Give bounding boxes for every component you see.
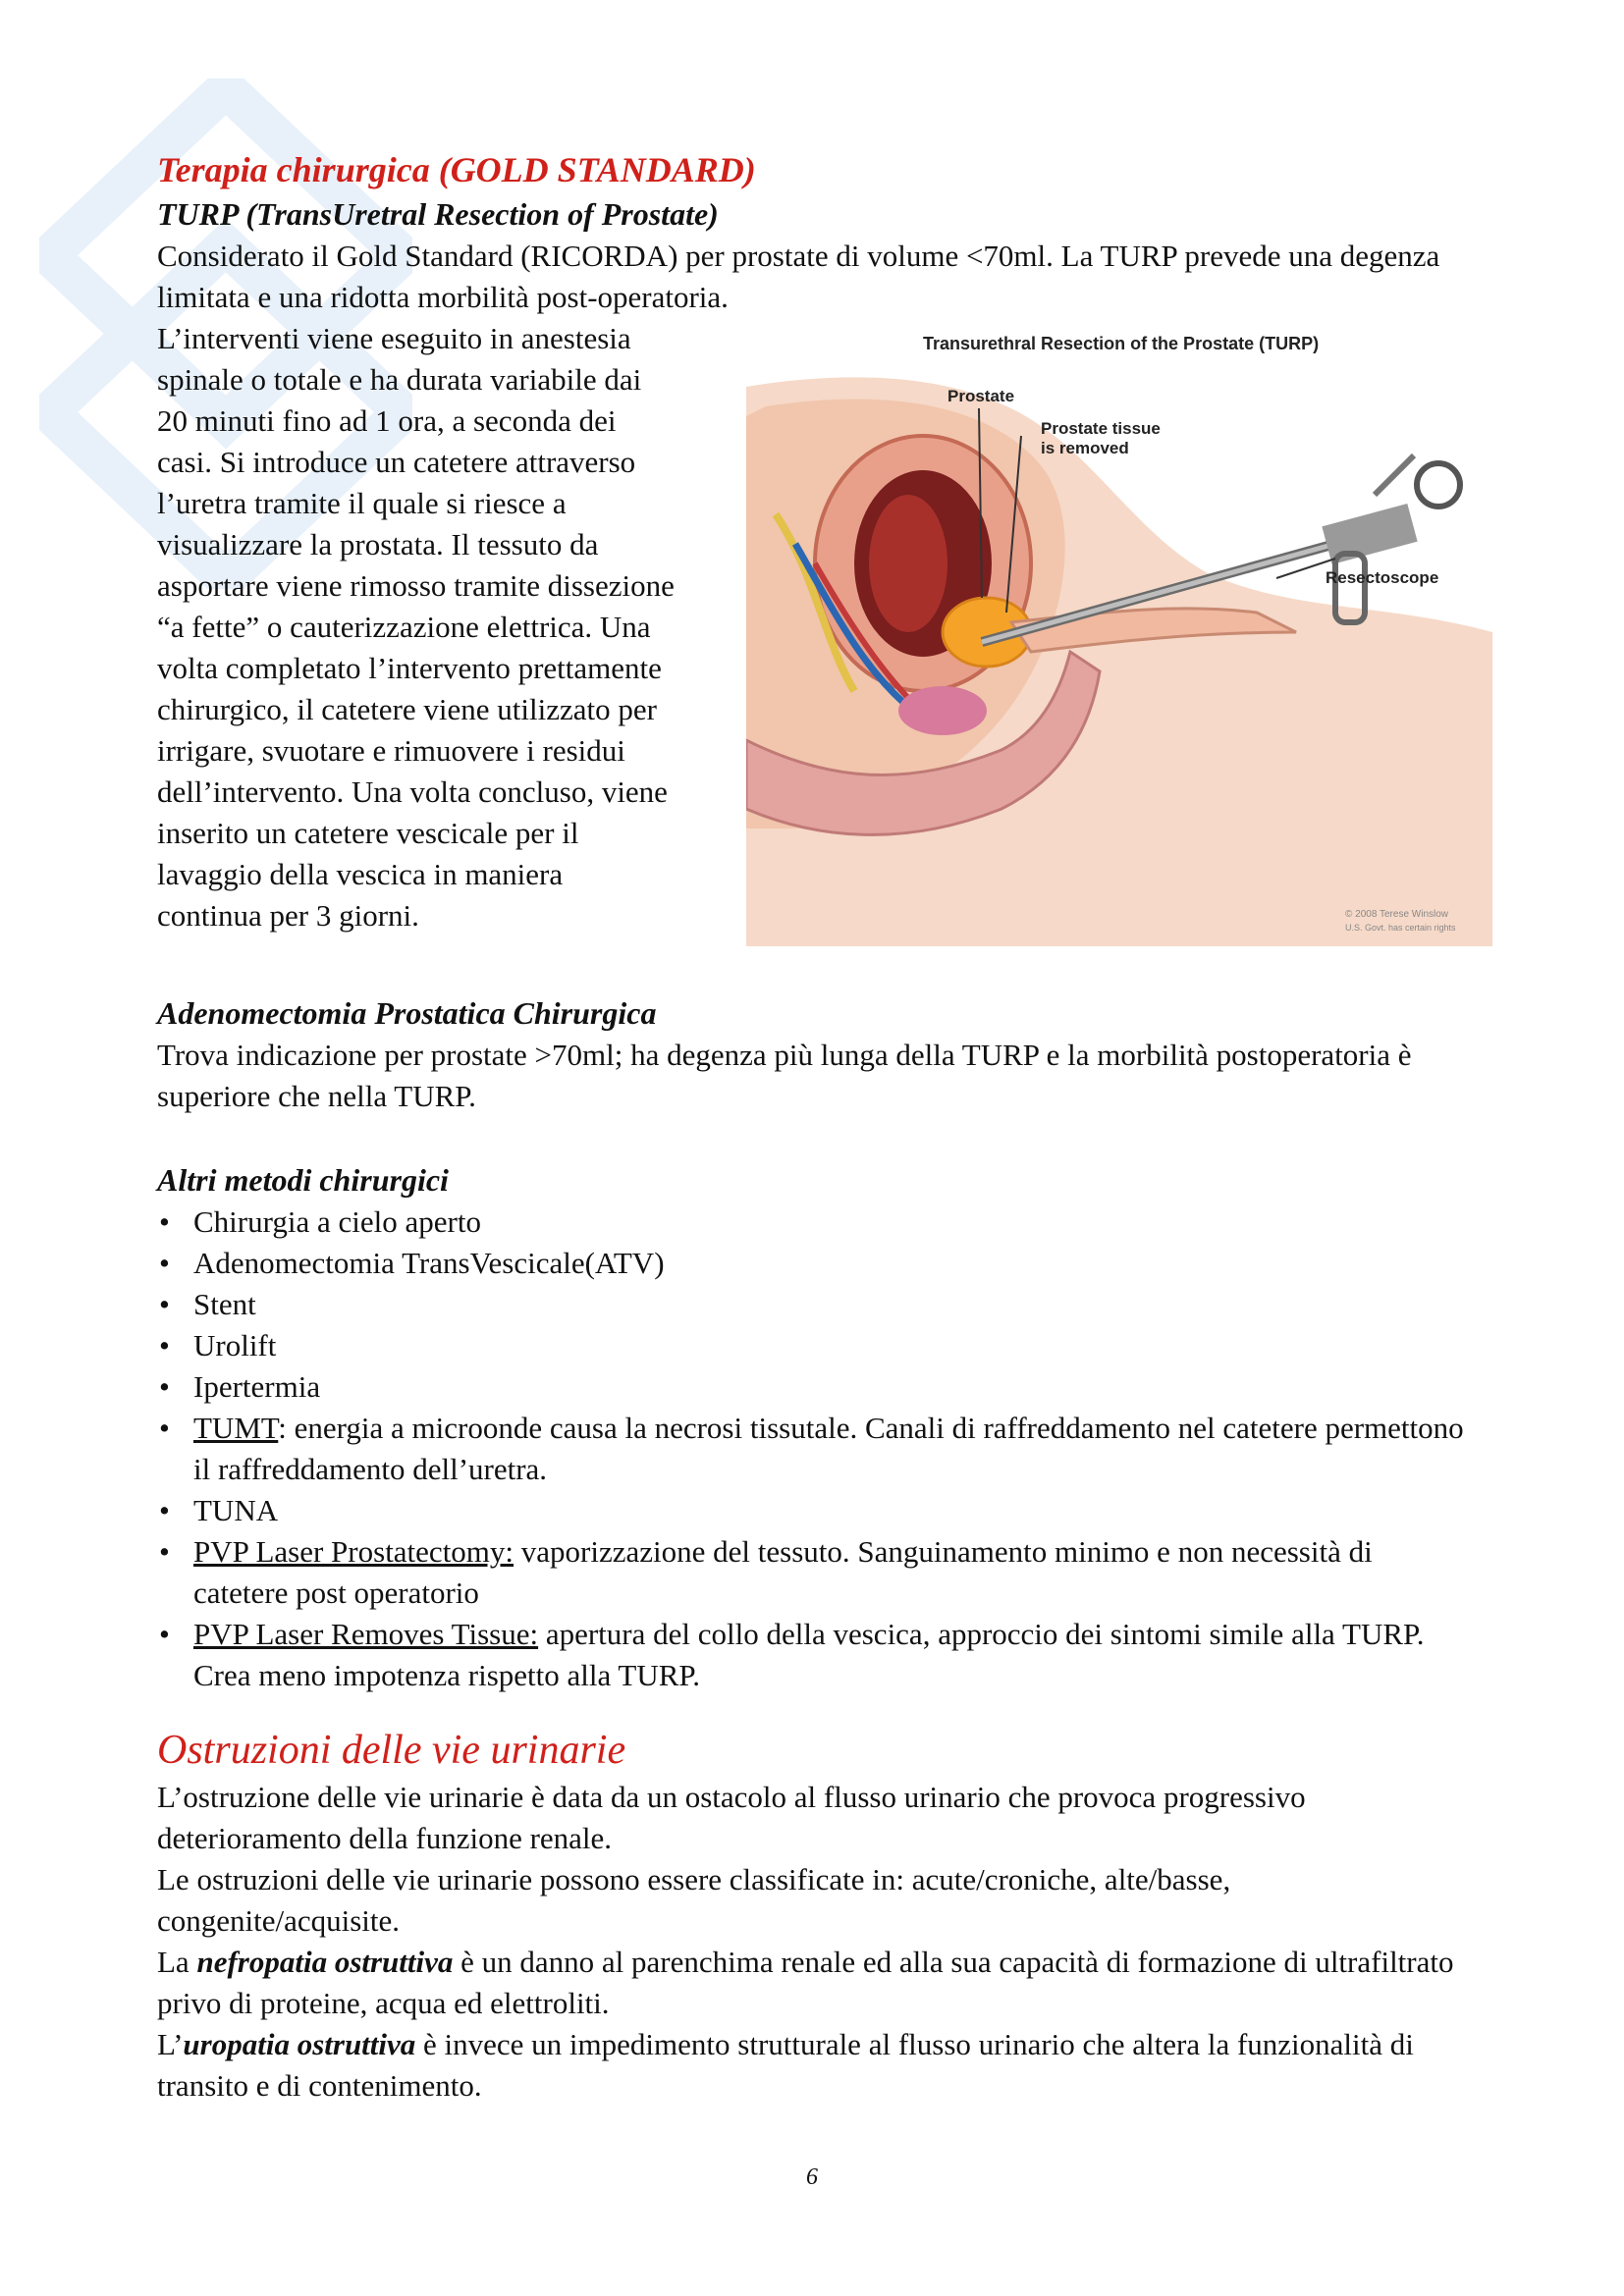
bullet-dot: • [159,1328,170,1362]
list-item-text: apertura del collo della vescica, approccio dei sintomi simile alla TURP. Crea meno impotenza rispetto alla TURP. [193,1617,1425,1692]
figure-copyright-1: © 2008 Terese Winslow [1345,909,1449,920]
turp-intro: Considerato il Gold Standard (RICORDA) per prostate di volume <70ml. La TURP prevede una degenza limitata e una ridotta morbilità post-operatoria. [157,239,1440,314]
list-item-term: PVP Laser Removes Tissue: [193,1617,539,1651]
list-item [157,1325,1473,1366]
list-item-text: : energia a microonde causa la necrosi tissutale. Canali di raffreddamento nel catetere permettono il raffreddamento dell’uretra. [193,1411,1464,1486]
figure-label-tissue-2: is removed [1041,439,1129,457]
turp-line: 20 minuti fino ad 1 ora, a seconda dei [157,403,617,438]
turp-illustration-svg [746,318,1492,946]
list-item [157,1408,1473,1490]
list-item-text: Ipertermia [193,1369,321,1404]
list-item-text: Urolift [193,1328,277,1362]
term-uropatia-ostruttiva: uropatia ostruttiva [183,2027,416,2061]
p4-rest: è invece un impedimento strutturale al flusso urinario che altera la funzionalità di transito e di contenimento. [157,2027,1414,2103]
turp-line: volta completato l’intervento prettamente [157,651,662,685]
p4-lead: L’ [157,2027,184,2061]
adenomectomia-body: Trova indicazione per prostate >70ml; ha degenza più lunga della TURP e la morbilità postoperatoria è superiore che nella TURP. [157,1038,1412,1113]
figure-label-tissue-1: Prostate tissue [1041,419,1161,438]
list-item-text: Stent [193,1287,256,1321]
bullet-dot: • [159,1204,170,1239]
turp-line: inserito un catetere vescicale per il [157,816,579,850]
bullet-dot: • [159,1287,170,1321]
turp-line: asportare viene rimosso tramite dissezione [157,568,675,603]
list-item-text: TUNA [193,1493,279,1527]
p3-rest: è un danno al parenchima renale ed alla sua capacità di formazione di ultrafiltrato privo di proteine, acqua ed elettroliti. [157,1945,1454,2020]
list-item [157,1366,1473,1408]
turp-heading: TURP (TransUretral Resection of Prostate) [157,196,719,232]
figure-title: Transurethral Resection of the Prostate (TURP) [923,334,1320,353]
list-item [157,1201,1473,1243]
bullet-dot: • [159,1493,170,1527]
turp-line: lavaggio della vescica in maniera [157,857,564,891]
turp-line: continua per 3 giorni. [157,898,419,933]
figure-label-resectoscope: Resectoscope [1326,568,1439,587]
list-item-text: vaporizzazione del tessuto. Sanguinamento minimo e non necessità di catetere post operatorio [193,1534,1373,1610]
turp-line: spinale o totale e ha durata variabile dai [157,362,642,397]
turp-block [157,318,1473,956]
list-item-text: Adenomectomia TransVescicale(ATV) [193,1246,665,1280]
list-item [157,1243,1473,1284]
ostruzioni-p1: L’ostruzione delle vie urinarie è data da un ostacolo al flusso urinario che provoca progressivo deterioramento della funzione renale. [157,1780,1306,1855]
turp-line: visualizzare la prostata. Il tessuto da [157,527,599,561]
turp-description [157,318,707,936]
adenomectomia-heading: Adenomectomia Prostatica Chirurgica [157,995,657,1031]
section-title-terapia: Terapia chirurgica (GOLD STANDARD) [157,150,756,189]
term-nefropatia-ostruttiva: nefropatia ostruttiva [196,1945,454,1979]
ostruzioni-p2: Le ostruzioni delle vie urinarie possono essere classificate in: acute/croniche, alte/basse, congenite/acquisite. [157,1862,1231,1938]
bullet-dot: • [159,1411,170,1445]
turp-line: l’uretra tramite il quale si riesce a [157,486,567,520]
turp-line: L’interventi viene eseguito in anestesia [157,321,631,355]
figure-label-prostate: Prostate [947,387,1015,405]
turp-line: casi. Si introduce un catetere attraverso [157,445,636,479]
ostruzioni-p3 [157,1942,1473,2024]
ostruzioni-p4 [157,2024,1473,2107]
bullet-dot: • [159,1534,170,1569]
list-item-term: PVP Laser Prostatectomy: [193,1534,514,1569]
figure-copyright-2: U.S. Govt. has certain rights [1345,923,1456,933]
p3-lead: La [157,1945,197,1979]
page-number: 6 [806,2164,818,2190]
turp-line: dell’intervento. Una volta concluso, viene [157,774,668,809]
document-page [157,147,1473,2107]
altri-metodi-list [157,1201,1473,1696]
bullet-dot: • [159,1369,170,1404]
list-item-term: TUMT [193,1411,279,1445]
list-item [157,1614,1473,1696]
bullet-dot: • [159,1246,170,1280]
bullet-dot: • [159,1617,170,1651]
list-item [157,1490,1473,1531]
list-item [157,1284,1473,1325]
list-item-text: Chirurgia a cielo aperto [193,1204,481,1239]
list-item [157,1531,1473,1614]
section-title-ostruzioni: Ostruzioni delle vie urinarie [157,1728,626,1773]
turp-illustration [746,318,1492,946]
turp-line: irrigare, svuotare e rimuovere i residui [157,733,625,768]
altri-metodi-heading: Altri metodi chirurgici [157,1162,449,1198]
turp-line: chirurgico, il catetere viene utilizzato per [157,692,657,726]
turp-line: “a fette” o cauterizzazione elettrica. Una [157,610,651,644]
